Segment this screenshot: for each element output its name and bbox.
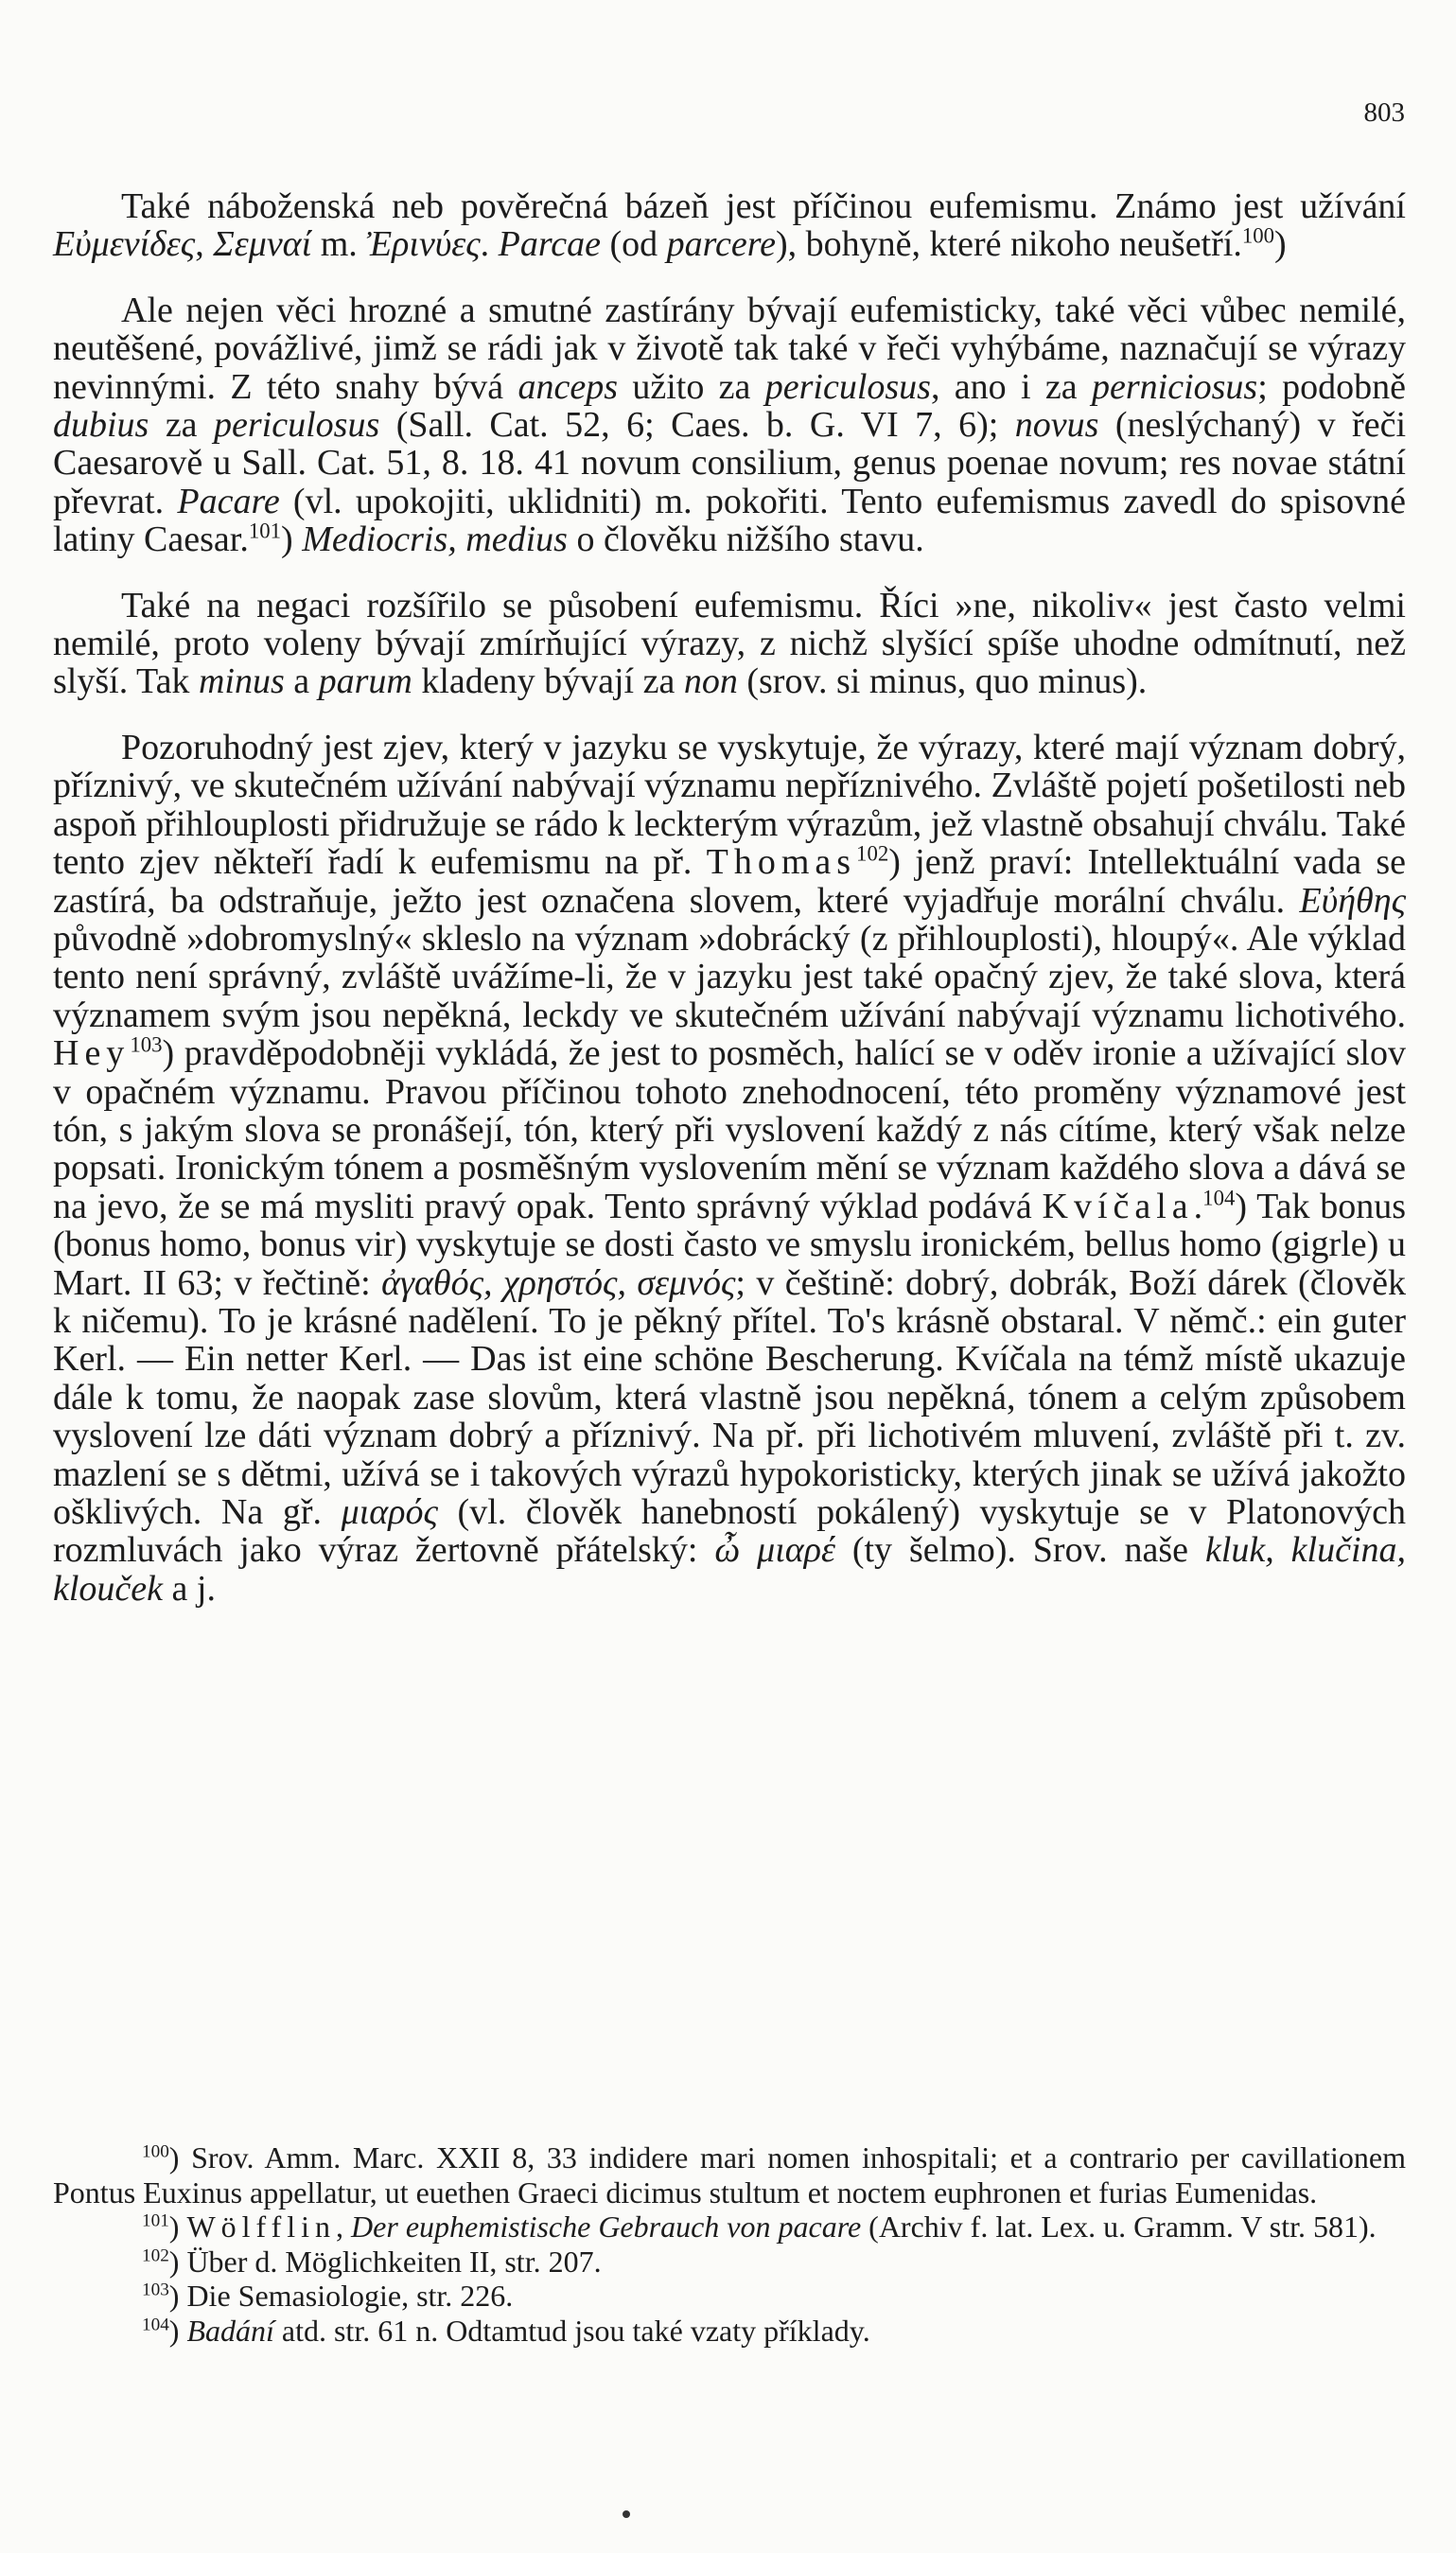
italic-run: Der euphemistische Gebrauch von pacare — [351, 2210, 862, 2244]
footnote — [53, 2279, 1406, 2314]
text-run: (Sall. Cat. 52, 6; Caes. b. G. VI 7, 6); — [379, 405, 1015, 446]
italic-run: ὦ μιαρέ — [714, 1530, 835, 1571]
paragraph — [53, 291, 1406, 559]
text-run: ) — [168, 2210, 187, 2244]
text-run: ) Srov. Amm. Marc. XXII 8, 33 indidere mari nomen inhospitali; et a contrario per cavillationem Pontus Euxinus appellatur, ut euethen Graeci dicimus stultum et noctem euphronen et furias Eumenidas. — [53, 2140, 1406, 2210]
text-run: (od — [601, 224, 667, 265]
text-run: ) pravděpodobněji vykládá, že jest to posměch, halící se v oděv ironie a užívající slov v opačném významu. Pravou příčinou tohoto znehodnocení, této proměny významové jest tón, s jakým slova se pronášejí, tón, který při vyslovení každý z nás cítíme, který však nelze popsati. Ironickým tónem a posměšným vyslovením mění se význam každého slova a dává se na jevo, že se má mysliti pravý opak. Tento správný výklad podává — [53, 1033, 1406, 1226]
italic-run: parcere — [666, 224, 777, 265]
text-run: a — [284, 661, 319, 702]
italic-run: non — [683, 661, 738, 702]
text-run: , ano i za — [930, 366, 1092, 407]
paragraph — [53, 187, 1406, 264]
text-run: . — [1193, 1186, 1203, 1226]
italic-run: periculosus — [764, 366, 931, 407]
italic-run: minus — [198, 661, 285, 702]
page-number: 803 — [1363, 97, 1405, 128]
printer-dot — [623, 2510, 630, 2518]
text-run: (vl. člověk hanebností pokálený) vyskytuje se v Platonových rozmluvách jako výraz žertovně přátelský: — [53, 1492, 1406, 1571]
text-run: ) Tak bonus (bonus homo, bonus vir) vyskytuje se dosti často ve smyslu ironickém, bellus homo (gigrle) u Mart. II 63; v řečtině: — [53, 1186, 1407, 1303]
text-run: ; v češtině: dobrý, dobrák, Boží dárek (člověk k ničemu). To je krásné nadělení. To je pěkný přítel. To's krásně obstaral. V němč.: ein guter Kerl. — Ein netter Kerl. — Das ist eine schöne Bescherung. Kvíčala na témž místě ukazuje dále k tomu, že naopak zase slovům, která vlastně jsou nepěkná, tónem a celým způsobem vyslovení lze dáti význam dobrý a příznivý. Na př. při lichotivém mluvení, zvláště při t. zv. mazlení se s dětmi, užívá se i takových výrazů hypokoristicky, kterých jinak se užívá jakožto ošklivých. Na gř. — [53, 1262, 1406, 1532]
text-run: původně »dobromyslný« skleslo na význam »dobrácký (z přihlouplosti), hloupý«. Ale výklad tento není správný, zvláště uvážíme-li, že v jazyku jest také opačný zjev, že také slova, která významem svým jsou nepěkná, leckdy ve skutečném užívání nabývají významu lichotivého. — [53, 918, 1406, 1035]
italic-run: anceps — [517, 366, 618, 407]
text-run: kladeny bývají za — [412, 661, 684, 702]
text-run: m. — [311, 224, 367, 265]
italic-run: Mediocris, medius — [302, 519, 568, 560]
italic-run: novus — [1014, 405, 1099, 446]
text-run: ) Über d. Möglichkeiten II, str. 207. — [168, 2244, 602, 2279]
footnote-ref: 103 — [130, 1032, 163, 1057]
text-run: , — [195, 224, 214, 265]
text-run: Také náboženská neb pověrečná bázeň jest příčinou eufemismu. Známo jest užívání — [121, 186, 1406, 226]
italic-run: Pacare — [177, 481, 280, 521]
body-text — [53, 187, 1406, 1608]
text-run: . — [480, 224, 499, 265]
italic-run: ἀγαθός, χρηστός, σεμνός — [381, 1262, 736, 1303]
text-run: ) Die Semasiologie, str. 226. — [168, 2279, 514, 2313]
italic-run: perniciosus — [1092, 366, 1258, 407]
paragraph — [53, 729, 1406, 1608]
text-run: (neslýchaný) v řeči Caesarově u Sall. Cat. 51, 8. 18. 41 novum consilium, genus poenae novum; res novae státní převrat. — [53, 405, 1407, 521]
text-run: (vl. upokojiti, uklidniti) m. pokořiti. Tento eufemismus zavedl do spisovné latiny Caesar. — [53, 481, 1407, 560]
text-run: Ale nejen věci hrozné a smutné zastírány bývají eufemisticky, také věci vůbec nemilé, neutěšené, povážlivé, jimž se rádi jak v životě tak také v řeči vyhýbáme, naznačují se výrazy nevinnými. Z této snahy bývá — [53, 290, 1406, 407]
italic-run: parum — [318, 661, 412, 702]
italic-run: Parcae — [498, 224, 601, 265]
text-run: Také na negaci rozšířilo se působení eufemismu. Říci »ne, nikoliv« jest často velmi nemilé, proto voleny bývají zmírňující výrazy, z nichž slyšící spíše uhodne odmítnutí, než slyší. Tak — [53, 585, 1406, 702]
italic-run: dubius — [53, 405, 149, 446]
footnotes — [53, 2140, 1406, 2348]
text-run: ) — [1274, 224, 1287, 265]
text-run: Pozoruhodný jest zjev, který v jazyku se vyskytuje, že výrazy, které mají význam dobrý, příznivý, ve skutečném užívání nabývají významu nepříznivého. Zvláště pojetí pošetilosti neb aspoň přihlouplosti přidružuje se rádo k leckterým výrazům, jež vlastně obsahují chválu. Také tento zjev někteří řadí k eufemismu na př. — [53, 727, 1406, 883]
text-run: za — [149, 405, 215, 446]
text-run: užito za — [618, 366, 765, 407]
footnote — [53, 2140, 1406, 2210]
text-run: Hey — [53, 1033, 131, 1074]
italic-run: Ἐρινύες — [366, 224, 481, 265]
text-run: atd. str. 61 n. Odtamtud jsou také vzaty příklady. — [273, 2313, 870, 2348]
footnote-ref: 100 — [142, 2141, 169, 2162]
footnote-ref: 101 — [142, 2210, 169, 2231]
paragraph — [53, 587, 1406, 701]
text-run: ), bohyně, které nikoho neušetří. — [776, 224, 1242, 265]
footnote — [53, 2314, 1406, 2349]
footnote-ref: 100 — [1241, 223, 1275, 248]
footnote-ref: 102 — [142, 2245, 169, 2265]
text-run: (Archiv f. lat. Lex. u. Gramm. V str. 581). — [861, 2210, 1377, 2244]
text-run: o člověku nižšího stavu. — [567, 519, 924, 560]
footnote — [53, 2210, 1406, 2245]
text-run: (ty šelmo). Srov. naše — [834, 1530, 1205, 1571]
text-run: ) jenž praví: Intellektuální vada se zastírá, ba odstraňuje, ježto jest označena slovem, které vyjadřuje morální chválu. — [53, 842, 1406, 921]
text-run: ) — [281, 519, 303, 560]
italic-run: μιαρός — [341, 1492, 438, 1532]
italic-run: Εὐμενίδες — [53, 224, 196, 265]
text-run: ) — [168, 2313, 187, 2348]
footnote — [53, 2245, 1406, 2280]
footnote-ref: 104 — [1202, 1186, 1236, 1210]
footnote-ref: 103 — [142, 2280, 169, 2300]
footnote-ref: 104 — [142, 2314, 169, 2334]
italic-run: Εὐήθης — [1299, 880, 1406, 921]
italic-run: Badání — [186, 2313, 274, 2348]
italic-run: Σεμναί — [213, 224, 312, 265]
italic-run: periculosus — [214, 405, 380, 446]
footnote-ref: 102 — [856, 841, 889, 866]
footnote-ref: 101 — [248, 519, 282, 543]
text-run: Wölfflin — [186, 2210, 337, 2244]
text-run: , — [336, 2210, 352, 2244]
text-run: a j. — [163, 1568, 216, 1609]
text-run: Thomas — [706, 842, 857, 883]
text-run: Kvíčala — [1042, 1186, 1194, 1226]
text-run: ; podobně — [1257, 366, 1406, 407]
italic-run: kluk, klučina, klouček — [53, 1530, 1406, 1609]
text-run: (srov. si minus, quo minus). — [737, 661, 1148, 702]
